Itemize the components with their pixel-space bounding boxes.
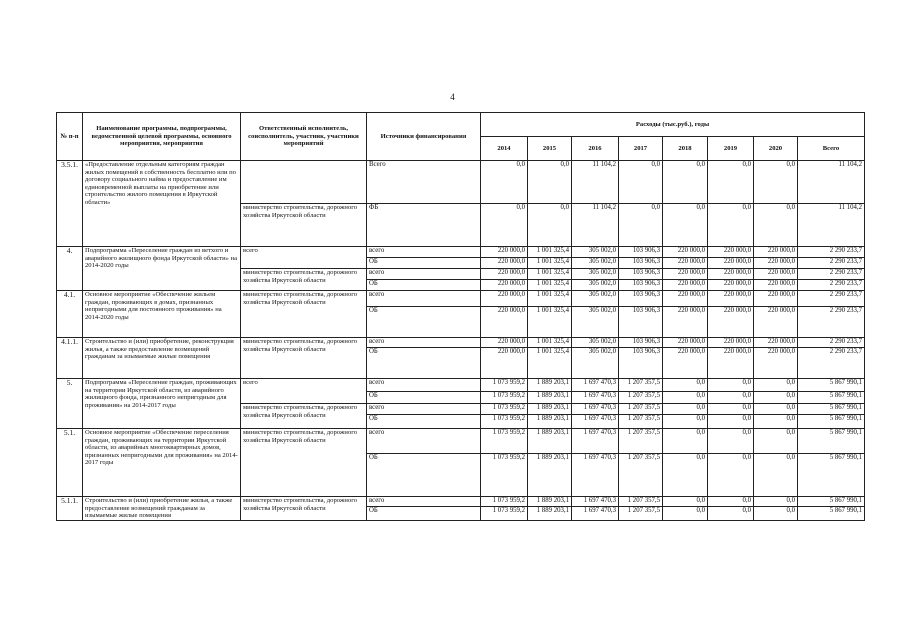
header-year: 2017: [619, 137, 663, 161]
table-row: [57, 429, 865, 454]
row-year-value: 0,0: [663, 379, 708, 392]
table-row: [57, 338, 865, 348]
row-name: Строительство и (или) приобретение, реконструкция жилья, а также предоставление возмещений гражданам за изымаемые жилые помещения: [83, 338, 241, 379]
row-year-value: 1 207 357,5: [619, 404, 663, 415]
row-total-value: 11 104,2: [798, 204, 865, 247]
row-source: ОБ: [367, 454, 481, 497]
table-body: [57, 161, 865, 521]
row-year-value: 0,0: [528, 204, 572, 247]
row-year-value: 1 889 203,1: [528, 454, 572, 497]
row-year-value: 1 001 325,4: [528, 247, 572, 258]
header-total: Всего: [798, 137, 865, 161]
row-responsible: министерство строительства, дорожного хозяйства Иркутской области: [241, 269, 367, 291]
row-year-value: 1 001 325,4: [528, 291, 572, 307]
row-source: ОБ: [367, 258, 481, 269]
row-code: 3.5.1.: [57, 161, 83, 247]
row-year-value: 1 889 203,1: [528, 507, 572, 520]
row-year-value: 1 001 325,4: [528, 307, 572, 338]
row-source: всего: [367, 429, 481, 454]
row-year-value: 1 889 203,1: [528, 404, 572, 415]
row-year-value: 1 207 357,5: [619, 454, 663, 497]
row-total-value: 2 290 233,7: [798, 307, 865, 338]
row-name: Основное мероприятие «Обеспечение переселения граждан, проживающих на территории Иркутской области, из аварийных многоквартирных домов, признанных непригодными для проживания» на 2014-2017 годы: [83, 429, 241, 497]
row-year-value: 1 001 325,4: [528, 348, 572, 379]
row-source: ФБ: [367, 204, 481, 247]
row-total-value: 5 867 990,1: [798, 404, 865, 415]
row-year-value: 1 001 325,4: [528, 280, 572, 291]
table-row: [57, 379, 865, 392]
row-source: всего: [367, 497, 481, 507]
row-year-value: 220 000,0: [708, 269, 754, 280]
row-total-value: 5 867 990,1: [798, 379, 865, 392]
row-year-value: 0,0: [481, 204, 528, 247]
row-year-value: 1 073 959,2: [481, 415, 528, 429]
row-total-value: 5 867 990,1: [798, 454, 865, 497]
header-name: Наименование программы, подпрограммы, ведомственной целевой программы, основного мероприятия, мероприятия: [83, 113, 241, 161]
row-year-value: 220 000,0: [663, 291, 708, 307]
row-total-value: 11 104,2: [798, 161, 865, 204]
row-name: Строительство и (или) приобретение жилья, а также предоставление возмещений гражданам за изымаемые жилые помещения: [83, 497, 241, 521]
row-name: Основное мероприятие «Обеспечение жильем граждан, проживающих в домах, признанных непригодными для постоянного проживания» на 2014-2020 годы: [83, 291, 241, 338]
row-year-value: 1 001 325,4: [528, 258, 572, 269]
row-year-value: 1 073 959,2: [481, 497, 528, 507]
row-year-value: 1 073 959,2: [481, 507, 528, 520]
row-year-value: 0,0: [619, 161, 663, 204]
row-year-value: 220 000,0: [708, 338, 754, 348]
row-year-value: 0,0: [754, 379, 798, 392]
row-year-value: 103 906,3: [619, 280, 663, 291]
row-year-value: 1 697 470,3: [572, 379, 619, 392]
row-year-value: 220 000,0: [663, 348, 708, 379]
row-year-value: 220 000,0: [481, 247, 528, 258]
row-year-value: 0,0: [663, 454, 708, 497]
row-year-value: 220 000,0: [708, 348, 754, 379]
row-year-value: 1 697 470,3: [572, 507, 619, 520]
row-year-value: 0,0: [663, 404, 708, 415]
row-year-value: 0,0: [619, 204, 663, 247]
row-total-value: 2 290 233,7: [798, 280, 865, 291]
row-total-value: 2 290 233,7: [798, 338, 865, 348]
row-responsible: министерство строительства, дорожного хозяйства Иркутской области: [241, 204, 367, 247]
header-expenses: Расходы (тыс.руб.), годы: [481, 113, 865, 137]
row-total-value: 5 867 990,1: [798, 392, 865, 404]
header-year: 2014: [481, 137, 528, 161]
table-row: [57, 247, 865, 258]
row-responsible: министерство строительства, дорожного хозяйства Иркутской области: [241, 497, 367, 521]
row-year-value: 0,0: [708, 429, 754, 454]
row-year-value: 220 000,0: [708, 280, 754, 291]
row-year-value: 305 002,0: [572, 338, 619, 348]
row-year-value: 220 000,0: [754, 269, 798, 280]
row-year-value: 1 207 357,5: [619, 379, 663, 392]
row-year-value: 305 002,0: [572, 269, 619, 280]
row-total-value: 5 867 990,1: [798, 415, 865, 429]
row-year-value: 103 906,3: [619, 307, 663, 338]
row-year-value: 103 906,3: [619, 258, 663, 269]
row-code: 4.1.: [57, 291, 83, 338]
row-code: 5.: [57, 379, 83, 429]
row-year-value: 220 000,0: [481, 307, 528, 338]
header-year: 2015: [528, 137, 572, 161]
row-source: ОБ: [367, 392, 481, 404]
row-source: ОБ: [367, 307, 481, 338]
table-row: [57, 497, 865, 507]
row-source: всего: [367, 338, 481, 348]
row-year-value: 1 207 357,5: [619, 415, 663, 429]
row-code: 4.: [57, 247, 83, 291]
row-source: ОБ: [367, 507, 481, 520]
row-year-value: 0,0: [754, 454, 798, 497]
row-year-value: 220 000,0: [663, 269, 708, 280]
row-responsible: всего: [241, 379, 367, 404]
row-year-value: 1 001 325,4: [528, 269, 572, 280]
header-year: 2020: [754, 137, 798, 161]
row-year-value: 1 697 470,3: [572, 497, 619, 507]
row-year-value: 1 889 203,1: [528, 415, 572, 429]
row-responsible: министерство строительства, дорожного хозяйства Иркутской области: [241, 291, 367, 338]
row-year-value: 1 073 959,2: [481, 429, 528, 454]
row-year-value: 1 073 959,2: [481, 379, 528, 392]
row-year-value: 220 000,0: [754, 258, 798, 269]
table-row: [57, 161, 865, 204]
row-year-value: 1 207 357,5: [619, 392, 663, 404]
row-year-value: 220 000,0: [754, 338, 798, 348]
row-name: «Предоставление отдельным категориям граждан жилых помещений в собственность бесплатно или по договору социального найма и предоставление им единовременной выплаты на приобретение или строительство жилого помещения в Иркутской области»: [83, 161, 241, 247]
row-responsible: министерство строительства, дорожного хозяйства Иркутской области: [241, 404, 367, 429]
row-year-value: 220 000,0: [754, 348, 798, 379]
header-num: № п-п: [57, 113, 83, 161]
row-year-value: 305 002,0: [572, 280, 619, 291]
row-year-value: 0,0: [754, 392, 798, 404]
row-year-value: 220 000,0: [663, 307, 708, 338]
row-year-value: 0,0: [754, 161, 798, 204]
row-code: 5.1.1.: [57, 497, 83, 521]
row-year-value: 0,0: [708, 415, 754, 429]
row-year-value: 0,0: [663, 392, 708, 404]
row-source: Всего: [367, 161, 481, 204]
header-source: Источники финансирования: [367, 113, 481, 161]
row-responsible: министерство строительства, дорожного хозяйства Иркутской области: [241, 429, 367, 497]
row-total-value: 2 290 233,7: [798, 247, 865, 258]
row-total-value: 2 290 233,7: [798, 269, 865, 280]
row-year-value: 220 000,0: [481, 280, 528, 291]
row-year-value: 1 001 325,4: [528, 338, 572, 348]
row-year-value: 220 000,0: [481, 258, 528, 269]
row-year-value: 103 906,3: [619, 338, 663, 348]
row-year-value: 0,0: [663, 415, 708, 429]
row-year-value: 220 000,0: [663, 247, 708, 258]
row-year-value: 305 002,0: [572, 348, 619, 379]
row-year-value: 0,0: [481, 161, 528, 204]
row-year-value: 1 889 203,1: [528, 429, 572, 454]
row-year-value: 11 104,2: [572, 204, 619, 247]
row-year-value: 1 207 357,5: [619, 497, 663, 507]
row-year-value: 1 889 203,1: [528, 379, 572, 392]
row-year-value: 0,0: [708, 204, 754, 247]
row-source: ОБ: [367, 348, 481, 379]
row-year-value: 0,0: [708, 392, 754, 404]
row-year-value: 0,0: [663, 507, 708, 520]
row-year-value: 220 000,0: [754, 307, 798, 338]
header-responsible: Ответственный исполнитель, соисполнитель, участник, участники мероприятий: [241, 113, 367, 161]
row-code: 4.1.1.: [57, 338, 83, 379]
row-total-value: 2 290 233,7: [798, 348, 865, 379]
row-year-value: 103 906,3: [619, 291, 663, 307]
row-year-value: 0,0: [754, 204, 798, 247]
row-year-value: 0,0: [754, 404, 798, 415]
row-total-value: 5 867 990,1: [798, 429, 865, 454]
row-responsible: всего: [241, 247, 367, 269]
row-total-value: 5 867 990,1: [798, 497, 865, 507]
row-year-value: 0,0: [754, 507, 798, 520]
row-source: всего: [367, 291, 481, 307]
row-year-value: 220 000,0: [708, 291, 754, 307]
row-year-value: 220 000,0: [754, 247, 798, 258]
row-source: всего: [367, 379, 481, 392]
row-total-value: 5 867 990,1: [798, 507, 865, 520]
row-year-value: 0,0: [663, 429, 708, 454]
row-source: ОБ: [367, 415, 481, 429]
row-year-value: 220 000,0: [708, 258, 754, 269]
row-year-value: 1 697 470,3: [572, 404, 619, 415]
row-responsible: [241, 161, 367, 204]
row-year-value: 0,0: [708, 454, 754, 497]
row-year-value: 0,0: [663, 497, 708, 507]
row-year-value: 1 697 470,3: [572, 392, 619, 404]
header-year: 2018: [663, 137, 708, 161]
row-year-value: 0,0: [754, 415, 798, 429]
row-year-value: 1 073 959,2: [481, 454, 528, 497]
row-source: ОБ: [367, 280, 481, 291]
row-year-value: 220 000,0: [481, 348, 528, 379]
row-year-value: 1 207 357,5: [619, 507, 663, 520]
row-year-value: 0,0: [708, 497, 754, 507]
row-name: Подпрограмма «Переселение граждан, проживающих на территории Иркутской области, из аварийного жилищного фонда, признанного непригодным для проживания» на 2014-2017 годы: [83, 379, 241, 429]
row-year-value: 0,0: [708, 161, 754, 204]
row-year-value: 0,0: [754, 429, 798, 454]
row-year-value: 0,0: [754, 497, 798, 507]
row-year-value: 220 000,0: [481, 291, 528, 307]
row-year-value: 0,0: [528, 161, 572, 204]
row-year-value: 1 889 203,1: [528, 497, 572, 507]
row-year-value: 220 000,0: [663, 280, 708, 291]
row-year-value: 1 697 470,3: [572, 429, 619, 454]
row-total-value: 2 290 233,7: [798, 258, 865, 269]
row-year-value: 103 906,3: [619, 348, 663, 379]
row-year-value: 305 002,0: [572, 291, 619, 307]
row-year-value: 0,0: [663, 161, 708, 204]
row-year-value: 1 207 357,5: [619, 429, 663, 454]
row-year-value: 0,0: [663, 204, 708, 247]
page-number: 4: [450, 92, 455, 102]
budget-table: [56, 112, 865, 521]
row-year-value: 0,0: [708, 507, 754, 520]
row-year-value: 11 104,2: [572, 161, 619, 204]
header-year: 2019: [708, 137, 754, 161]
row-year-value: 1 889 203,1: [528, 392, 572, 404]
row-source: всего: [367, 404, 481, 415]
row-year-value: 1 073 959,2: [481, 392, 528, 404]
row-year-value: 220 000,0: [708, 307, 754, 338]
row-year-value: 305 002,0: [572, 307, 619, 338]
row-responsible: министерство строительства, дорожного хозяйства Иркутской области: [241, 338, 367, 379]
row-name: Подпрограмма «Переселение граждан из ветхого и аварийного жилищного фонда Иркутской области» на 2014-2020 годы: [83, 247, 241, 291]
row-total-value: 2 290 233,7: [798, 291, 865, 307]
row-year-value: 220 000,0: [481, 269, 528, 280]
row-year-value: 305 002,0: [572, 258, 619, 269]
row-source: всего: [367, 269, 481, 280]
row-year-value: 220 000,0: [663, 338, 708, 348]
row-year-value: 103 906,3: [619, 269, 663, 280]
row-year-value: 220 000,0: [754, 280, 798, 291]
row-year-value: 1 697 470,3: [572, 454, 619, 497]
row-year-value: 220 000,0: [481, 338, 528, 348]
row-year-value: 1 073 959,2: [481, 404, 528, 415]
row-year-value: 1 697 470,3: [572, 415, 619, 429]
row-year-value: 0,0: [708, 379, 754, 392]
table-row: [57, 291, 865, 307]
header-year: 2016: [572, 137, 619, 161]
row-year-value: 220 000,0: [663, 258, 708, 269]
row-code: 5.1.: [57, 429, 83, 497]
row-year-value: 220 000,0: [754, 291, 798, 307]
row-year-value: 103 906,3: [619, 247, 663, 258]
row-year-value: 0,0: [708, 404, 754, 415]
row-year-value: 305 002,0: [572, 247, 619, 258]
row-source: всего: [367, 247, 481, 258]
row-year-value: 220 000,0: [708, 247, 754, 258]
